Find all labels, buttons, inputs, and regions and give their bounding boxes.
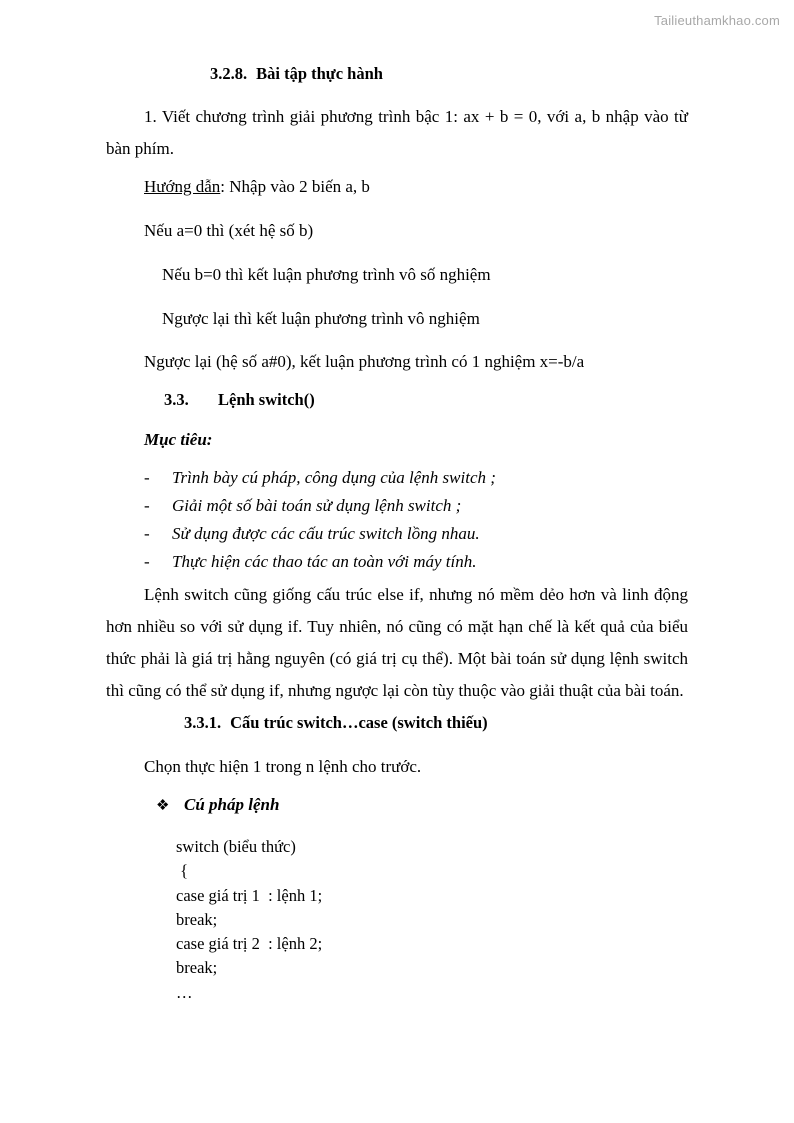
heading-3-2-8 <box>106 62 688 87</box>
objective-item-label: Giải một số bài toán sử dụng lệnh switch ; <box>172 496 462 516</box>
guide-label-rest: : Nhập vào 2 biến a, b <box>220 176 370 196</box>
bullet-dash-icon: - <box>144 551 150 571</box>
heading-3-3-number: 3.3. <box>164 390 189 410</box>
objective-item-label: Thực hiện các thao tác an toàn với máy tính. <box>172 551 477 571</box>
heading-3-3 <box>106 390 688 410</box>
heading-3-3-title: Lệnh switch() <box>218 390 315 410</box>
heading-3-2-8-title: Bài tập thực hành <box>256 64 383 83</box>
heading-3-3-1-number: 3.3.1. <box>184 713 222 733</box>
code-line: … <box>176 982 193 1002</box>
page-content <box>106 62 688 1005</box>
guide-line-2: Nếu b=0 thì kết luận phương trình vô số nghiệm <box>162 264 491 284</box>
code-line: break; <box>176 958 218 978</box>
code-line: case giá trị 1 : lệnh 1; <box>176 885 323 905</box>
code-line: { <box>176 861 189 881</box>
heading-3-3-1-title: Cấu trúc switch…case (switch thiếu) <box>230 713 488 733</box>
code-line: case giá trị 2 : lệnh 2; <box>176 934 323 953</box>
bullet-dash-icon: - <box>144 468 150 488</box>
guide-line-3: Ngược lại thì kết luận phương trình vô nghiệm <box>162 308 480 328</box>
objective-item <box>144 548 688 576</box>
syntax-heading <box>106 795 688 815</box>
code-line: break; <box>176 909 218 929</box>
guide-label: Hướng dẫn <box>144 176 221 196</box>
objective-item-label: Trình bày cú pháp, công dụng của lệnh switch ; <box>172 468 496 488</box>
syntax-heading-label: Cú pháp lệnh <box>184 795 280 814</box>
guide-line-4: Ngược lại (hệ số a#0), kết luận phương trình có 1 nghiệm x=-b/a <box>144 352 585 372</box>
objective-item-label: Sử dụng được các cấu trúc switch lồng nhau. <box>172 523 480 543</box>
structure-description: Chọn thực hiện 1 trong n lệnh cho trước. <box>144 757 422 777</box>
objectives-title: Mục tiêu: <box>144 430 213 450</box>
heading-3-3-1 <box>106 713 688 733</box>
bullet-dash-icon: - <box>144 523 150 543</box>
heading-3-2-8-number: 3.2.8. <box>210 64 248 83</box>
objectives-list <box>106 464 688 575</box>
objective-item <box>144 492 688 520</box>
code-line: switch (biểu thức) <box>176 837 296 856</box>
guide-line-1: Nếu a=0 thì (xét hệ số b) <box>144 220 314 240</box>
intro-paragraph: Lệnh switch cũng giống cấu trúc else if, nhưng nó mềm dẻo hơn và linh động hơn nhiều so với sử dụng if. Tuy nhiên, nó cũng có mặt hạn chế là kết quả của biểu thức phải là giá trị hằng nguyên (có giá trị cụ thể). Một bài toán sử dụng lệnh switch thì cũng có thể sử dụng if, nhưng ngược lại còn tùy thuộc vào giải thuật của bài toán. <box>106 585 688 701</box>
exercise-paragraph: 1. Viết chương trình giải phương trình bậc 1: ax + b = 0, với a, b nhập vào từ bàn phím. <box>106 106 688 158</box>
objective-item <box>144 464 688 492</box>
diamond-bullet-icon: ❖ <box>156 798 170 814</box>
bullet-dash-icon: - <box>144 496 150 516</box>
guide-intro-line <box>106 171 688 203</box>
objective-item <box>144 520 688 548</box>
code-block <box>106 835 688 1005</box>
watermark-text: Tailieuthamkhao.com <box>654 13 780 28</box>
